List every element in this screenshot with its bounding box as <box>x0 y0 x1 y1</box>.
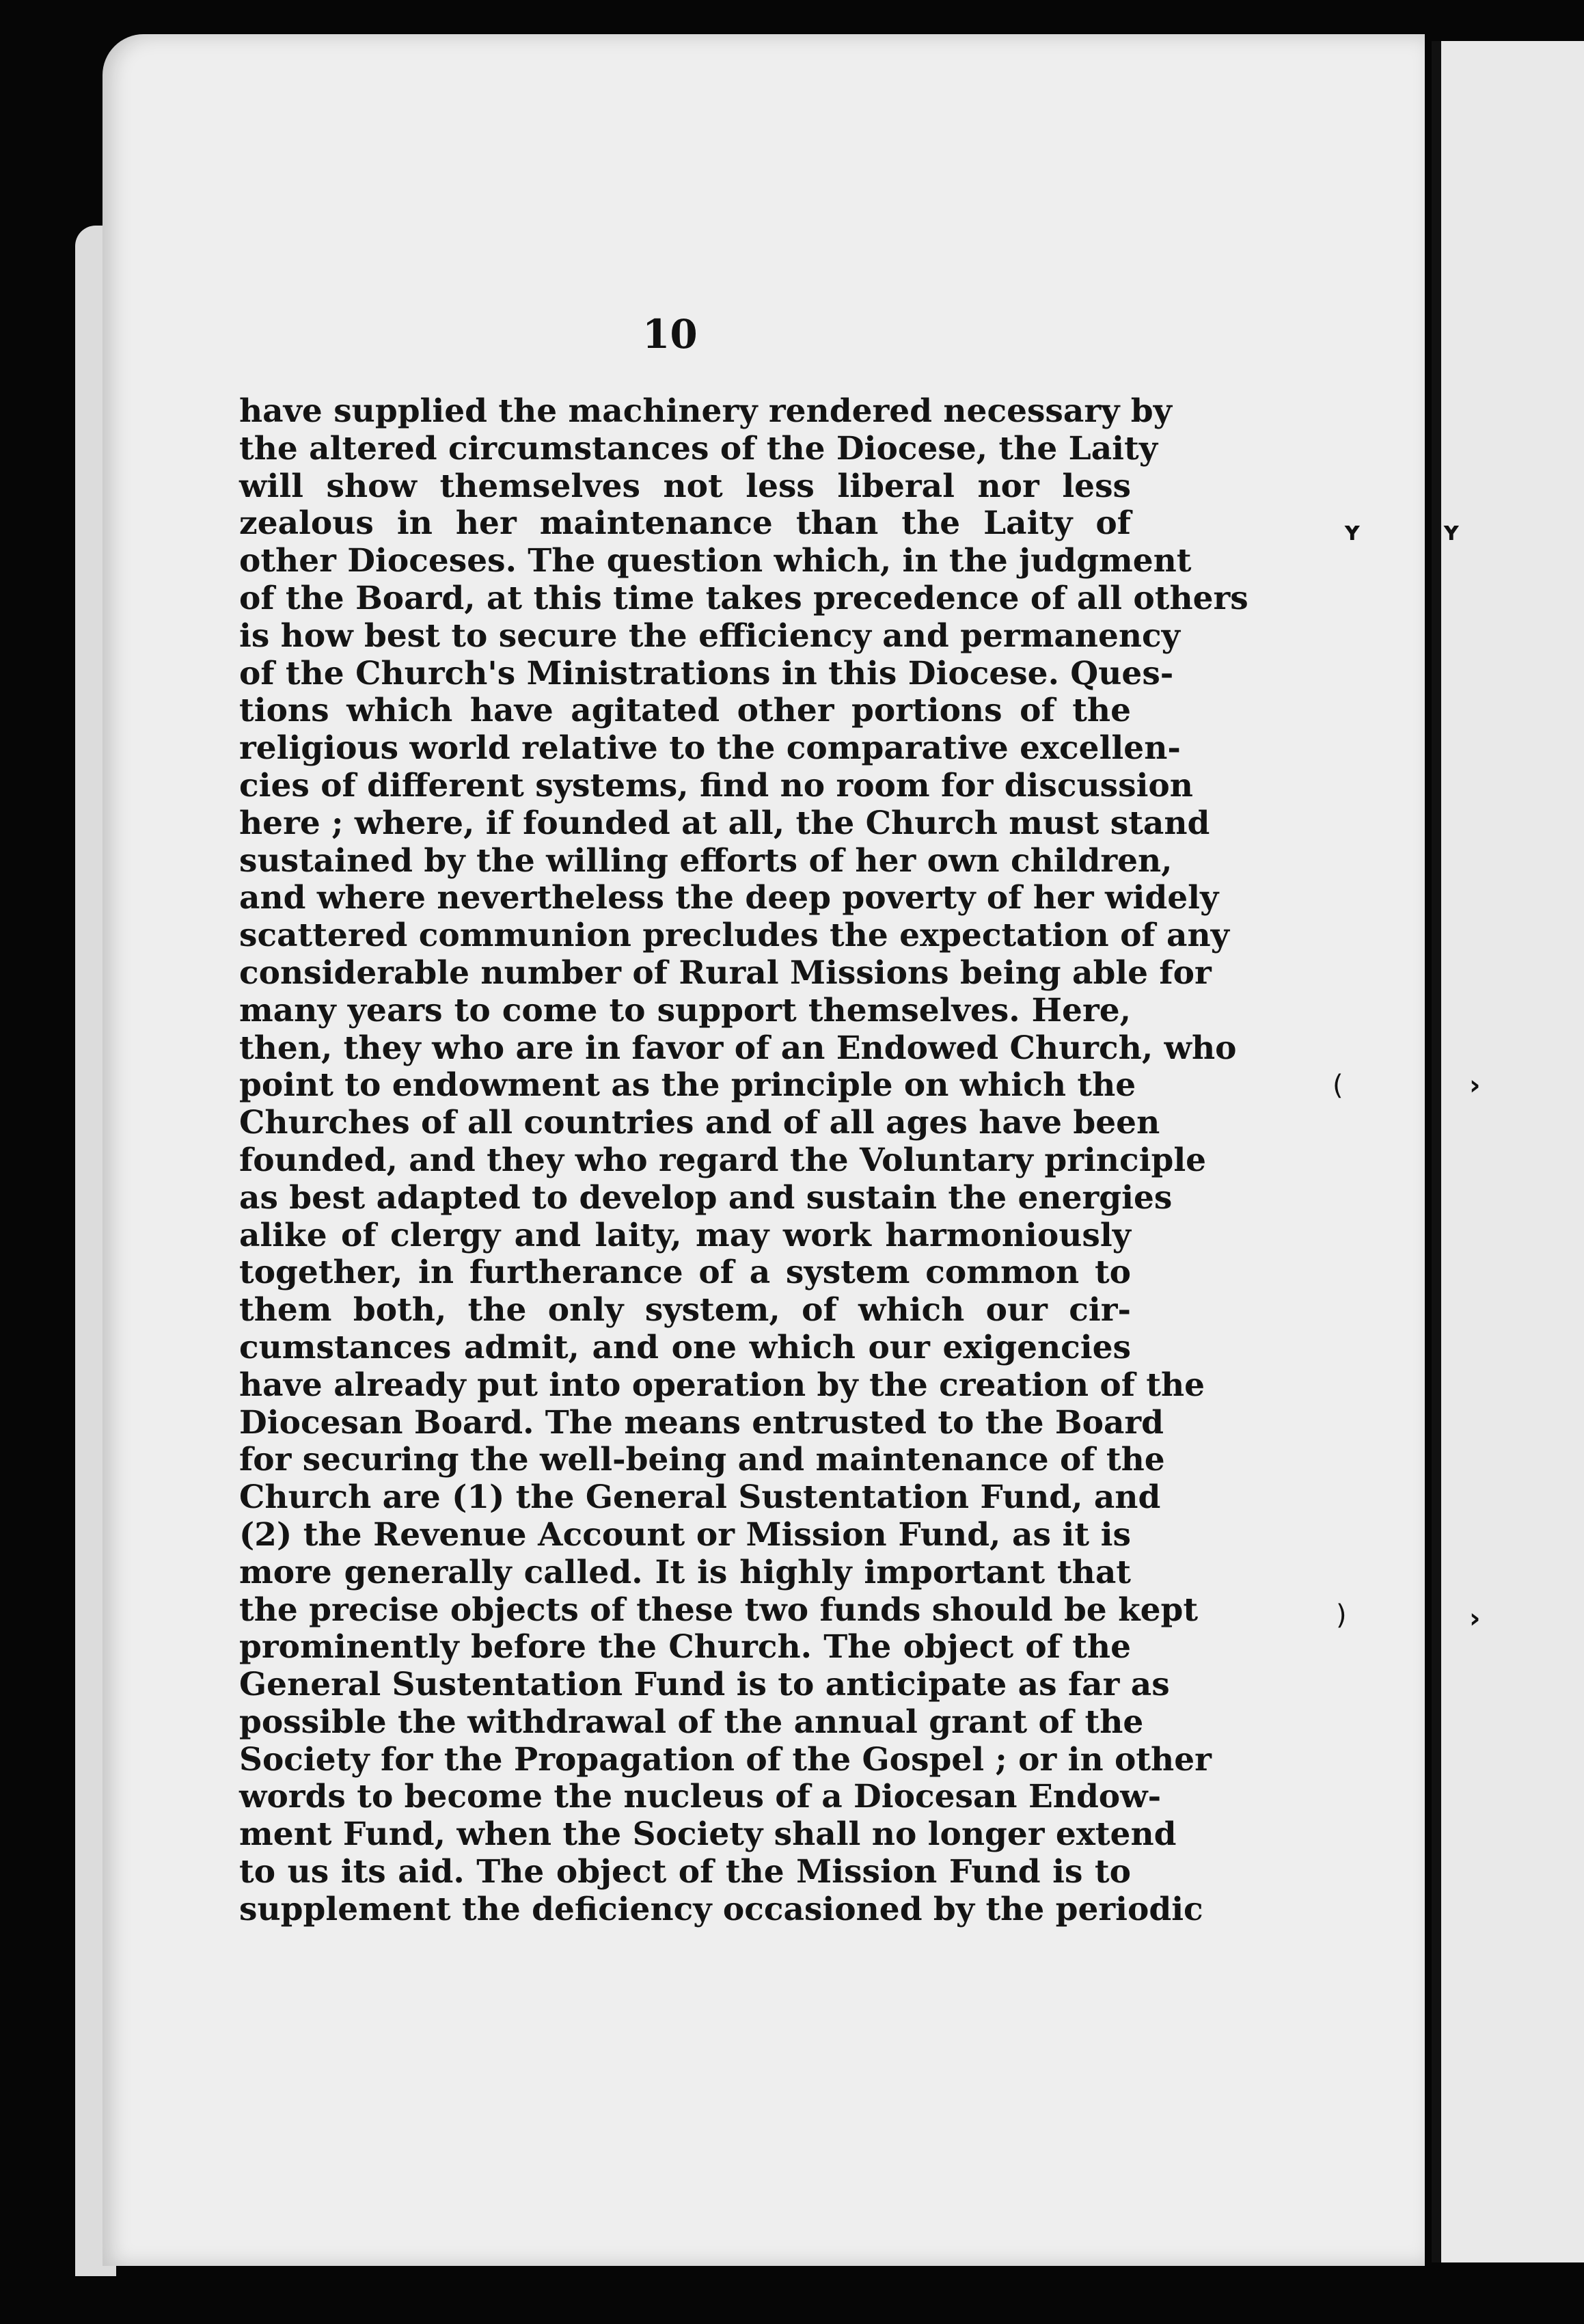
text-line: the precise objects of these two funds should be kept <box>239 1591 1199 1629</box>
text-line: founded, and they who regard the Voluntary principle <box>239 1141 1207 1179</box>
adjacent-page <box>1432 41 1584 2262</box>
text-line: supplement the deficiency occasioned by the periodic <box>239 1890 1203 1928</box>
text-line: Diocesan Board. The means entrusted to the Board <box>239 1403 1164 1442</box>
text-line: possible the withdrawal of the annual grant of the <box>239 1703 1144 1741</box>
scan-speck: › <box>1469 1603 1481 1634</box>
scan-speck: ) <box>1336 1599 1347 1631</box>
text-line: many years to come to support themselves. Here, <box>239 991 1131 1029</box>
text-line: have already put into operation by the creation of the <box>239 1366 1205 1404</box>
text-line: for securing the well-being and maintenance of the <box>239 1441 1165 1479</box>
text-line: ment Fund, when the Society shall no longer extend <box>239 1815 1177 1854</box>
text-line: and where nevertheless the deep poverty of her widely <box>239 879 1219 917</box>
text-line: sustained by the willing efforts of her own children, <box>239 841 1173 880</box>
text-line: them both, the only system, of which our cir- <box>239 1291 1131 1329</box>
text-line: Churches of all countries and of all ages have been <box>239 1104 1160 1142</box>
text-line: considerable number of Rural Missions being able for <box>239 954 1212 992</box>
text-line: more generally called. It is highly important that <box>239 1553 1131 1591</box>
text-line: point to endowment as the principle on which the <box>239 1066 1136 1105</box>
page-number: 10 <box>642 311 698 357</box>
text-line: is how best to secure the efficiency and permanency <box>239 617 1180 655</box>
text-line: as best adapted to develop and sustain the energies <box>239 1178 1173 1217</box>
text-line: Church are (1) the General Sustentation Fund, and <box>239 1478 1161 1517</box>
text-line: alike of clergy and laity, may work harmoniously <box>239 1216 1131 1254</box>
body-text <box>239 392 1248 1929</box>
text-line: tions which have agitated other portions of the <box>239 692 1131 730</box>
scan-speck: ʏ <box>1442 516 1461 546</box>
text-line: together, in furtherance of a system common to <box>239 1254 1131 1292</box>
text-line: then, they who are in favor of an Endowed Church, who <box>239 1029 1237 1067</box>
scan-speck: ʏ <box>1343 516 1362 546</box>
scan-speck: › <box>1469 1070 1481 1101</box>
text-line: here ; where, if founded at all, the Church must stand <box>239 804 1210 842</box>
text-line: cies of different systems, find no room for discussion <box>239 766 1193 805</box>
text-line: of the Church's Ministrations in this Diocese. Ques- <box>239 654 1174 692</box>
text-line: of the Board, at this time takes precedence of all others <box>239 579 1248 617</box>
scan-speck: ( <box>1333 1070 1343 1101</box>
text-line: cumstances admit, and one which our exigencies <box>239 1328 1131 1366</box>
text-line: Society for the Propagation of the Gospel ; or in other <box>239 1740 1212 1779</box>
text-line: the altered circumstances of the Diocese, the Laity <box>239 429 1158 468</box>
text-line: scattered communion precludes the expectation of any <box>239 917 1229 955</box>
text-line: prominently before the Church. The object of the <box>239 1628 1131 1666</box>
text-line: to us its aid. The object of the Mission Fund is to <box>239 1853 1131 1891</box>
text-line: zealous in her maintenance than the Laity of <box>239 504 1131 543</box>
text-line: religious world relative to the comparative excellen- <box>239 729 1181 768</box>
text-line: other Dioceses. The question which, in the judgment <box>239 542 1192 580</box>
text-line: words to become the nucleus of a Diocesan Endow- <box>239 1778 1162 1816</box>
text-line: will show themselves not less liberal nor less <box>239 467 1131 505</box>
text-line: have supplied the machinery rendered necessary by <box>239 392 1172 430</box>
text-line: (2) the Revenue Account or Mission Fund, as it is <box>239 1515 1131 1554</box>
text-line: General Sustentation Fund is to anticipate as far as <box>239 1666 1170 1704</box>
